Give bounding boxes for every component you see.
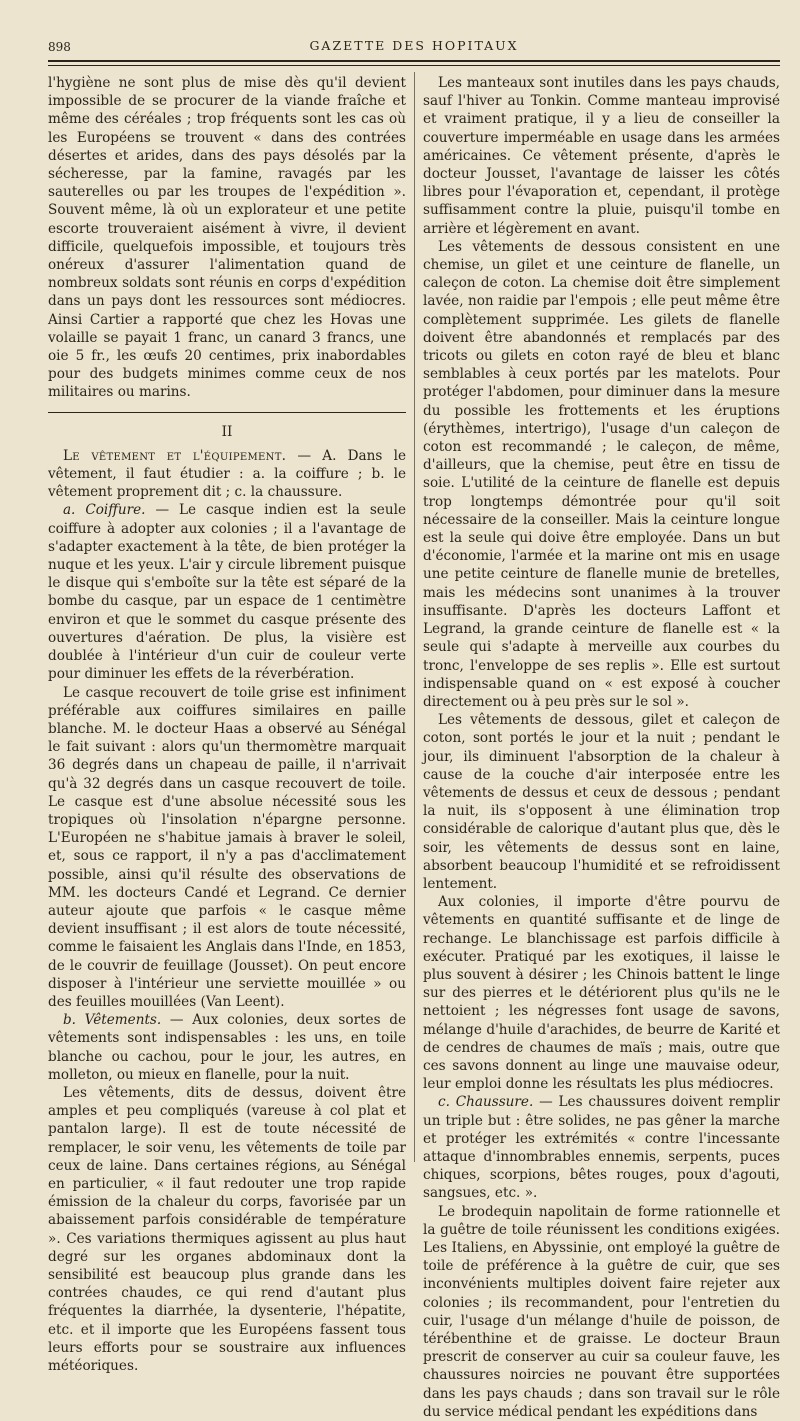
paragraph-vetement-intro [48, 447, 406, 502]
paragraph-jour-nuit: Les vêtements de dessous, gilet et caleçon de coton, sont portés le jour et la nuit ; pendant le jour, ils diminuent l'absorption de la chaleur à cause de la couche d'air interposée entre les vêtements de dessus et ceux de dessous ; pendant la nuit, ils s'opposent à une élimination trop considérable de calorique d'autant plus que, dès le soir, les vêtements de dessus sont en laine, absorbent beaucoup l'humidité et se refroidissent lentement. [423, 712, 780, 892]
page-number: 898 [48, 40, 71, 54]
paragraph-linge: Aux colonies, il importe d'être pourvu de vêtements en quantité suffisante et de linge de rechange. Le blanchissage est parfois difficile à exécuter. Pratiqué par les exotiques, il laisse le plus souvent à désirer ; les Chinois battent le linge sur des pierres et le détériorent plus qu'ils ne le nettoient ; les négresses font usage de savons, mélange d'huile d'arachides, de beurre de Karité et de cendres de chaumes de maïs ; mais, outre que ces savons donnent au linge une mauvaise odeur, leur emploi donne les résultats les plus médiocres. [423, 894, 780, 1093]
paragraph-chaussure [423, 1093, 780, 1202]
column-divider [414, 72, 415, 1162]
header-rule-thin [48, 65, 780, 66]
paragraph-vetements-dessus: Les vêtements, dits de dessus, doivent être amples et peu compliqués (vareuse à col plat et pantalon large). Il est de toute nécessité de remplacer, le soir venu, les vêtements de toile par ceux de laine. Dans certaines régions, au Sénégal en particulier, « il faut redouter une trop rapide émission de la chaleur du corps, favorisée par un abaissement parfois considérable de température ». Ces variations thermiques agissent au plus haut degré sur les organes abdominaux dont la sensibilité est beaucoup plus grande dans les contrées chaudes, ce qui rend d'autant plus fréquentes la diarrhée, la dysenterie, l'hépatite, etc. et il importe que les Européens fassent tous leurs efforts pour se soustraire aux influences météoriques. [48, 1084, 406, 1375]
journal-title: GAZETTE DES HOPITAUX [309, 38, 519, 53]
subheading-vetements: b. Vêtements. [62, 1012, 162, 1029]
paragraph-vetements [48, 1011, 406, 1084]
paragraph-text: — A. Dans le vêtement, il faut étudier : a. la coiffure ; b. le vêtement proprement dit ; c. la chaussure. [48, 447, 406, 501]
section-separator [48, 412, 406, 413]
paragraph-vetements-dessous: Les vêtements de dessous consistent en une chemise, un gilet et une ceinture de flanelle, un caleçon de coton. La chemise doit être simplement lavée, non raidie par l'empois ; elle peut même être complètement supprimée. Les gilets de flanelle doivent être abandonnés et remplacés par des tricots ou gilets en coton rayé de bleu et blanc semblables à ceux portés par les matelots. Pour protéger l'abdomen, pour diminuer dans la mesure du possible les frottements et les éruptions (érythèmes, intertrigo), l'usage d'un caleçon de coton est recommandé ; le caleçon, de même, d'ailleurs, que la chemise, peut être en tissu de soie. L'utilité de la ceinture de flanelle est depuis trop longtemps démontrée pour qu'il soit nécessaire de la conseiller. Mais la ceinture longue est la seule qui doive être employée. Dans un but d'économie, l'armée et la marine ont mis en usage une petite ceinture de flanelle munie de bretelles, mais les médecins sont unanimes à la trouver insuffisante. D'après les docteurs Laffont et Legrand, la grande ceinture de flanelle est « la seule qui s'adapte à merveille aux courbes du tronc, l'enveloppe de ses replis ». Elle est surtout indispensable quand on « est exposé à coucher directement ou à peu près sur le sol ». [423, 238, 780, 710]
subheading-chaussure: c. Chaussure. [437, 1094, 534, 1111]
paragraph-brodequin: Le brodequin napolitain de forme rationnelle et la guêtre de toile réunissent les conditions exigées. Les Italiens, en Abyssinie, ont employé la guêtre de toile de préférence à la guêtre de cuir, que ses inconvénients multiples doivent faire rejeter aux colonies ; ils recommandent, pour l'entretien du cuir, l'usage d'un mélange d'huile de poisson, de térébenthine et de graisse. Le docteur Braun prescrit de conserver au cuir sa couleur fauve, les chaussures noircies ne pouvant être supportées dans les pays chauds ; dans son travail sur le rôle du service médical pendant les expéditions dans [423, 1203, 780, 1420]
section-number: II [221, 423, 233, 440]
paragraph-text: — Le casque indien est la seule coiffure à adopter aux colonies ; il a l'avantage de s'adapter exactement à la tête, de bien protéger la nuque et les yeux. L'air y circule librement puisque le disque qui s'emboîte sur la tête est séparé de la bombe du casque, par un espace de 1 centimètre environ et que le sommet du casque présente des ouvertures d'aération. De plus, la visière est doublée à l'intérieur d'un cuir de couleur verte pour diminuer les effets de la réverbération. [48, 502, 406, 683]
subheading-coiffure: a. Coiffure. [62, 502, 146, 519]
run-in-heading: Le vêtement et l'équipement. [62, 447, 287, 464]
page-header [48, 38, 780, 58]
paragraph-manteaux: Les manteaux sont inutiles dans les pays chauds, sauf l'hiver au Tonkin. Comme manteau improvisé et vraiment pratique, il y a lieu de conseiller la couverture imperméable en usage dans les armées américaines. Ce vêtement présente, d'après le docteur Jousset, l'avantage de laisser les côtés libres pour l'évaporation et, cependant, il protège suffisamment contre la pluie, puisqu'il tombe en arrière et légèrement en avant. [423, 75, 780, 237]
paragraph-coiffure [48, 501, 406, 683]
left-column [48, 74, 406, 1375]
paragraph-hygiene: l'hygiène ne sont plus de mise dès qu'il devient impossible de se procurer de la viande fraîche et même des céréales ; trop fréquents sont les cas où les Européens se trouvent « dans des contrées désertes et arides, dans des pays désolés par la sécheresse, par la famine, ravagés par les sauterelles ou par les troupes de l'expédition ». Souvent même, là où un explorateur et une petite escorte trouveraient aisément à vivre, il devient difficile, quelquefois impossible, et toujours très onéreux d'assurer l'alimentation quand de nombreux soldats sont réunis en corps d'expédition dans un pays dont les ressources sont médiocres. Ainsi Cartier a rapporté que chez les Hovas une volaille se payait 1 franc, un canard 3 francs, une oie 5 fr., les œufs 20 centimes, prix inabordables pour des budgets minimes comme ceux de nos militaires ou marins. [48, 75, 406, 401]
paragraph-casque: Le casque recouvert de toile grise est infiniment préférable aux coiffures similaires en paille blanche. M. le docteur Haas a observé au Sénégal le fait suivant : alors qu'un thermomètre marquait 36 degrés dans un chapeau de paille, il n'arrivait qu'à 32 degrés dans un casque recouvert de toile. Le casque est d'une absolue nécessité sous les tropiques où l'insolation n'épargne personne. L'Européen ne s'habitue jamais à braver le soleil, et, sous ce rapport, il n'y a pas d'acclimatement possible, ainsi qu'il résulte des observations de MM. les docteurs Candé et Legrand. Ce dernier auteur ajoute que parfois « le casque même devient insuffisant ; il est alors de toute nécessité, comme le faisaient les Anglais dans l'Inde, en 1853, de le couvrir de feuillage (Jousset). On peut encore disposer à l'intérieur une serviette mouillée » ou des feuilles mouillées (Van Leent). [48, 684, 406, 1010]
header-rule-thick [48, 60, 780, 62]
paragraph-text: — Les chaussures doivent remplir un triple but : être solides, ne pas gêner la marche et protéger les extrémités « contre l'incessante attaque d'innombrables ennemis, serpents, puces chiques, scorpions, bêtes rouges, poux d'agouti, sangsues, etc. ». [423, 1094, 780, 1202]
paragraph-text: — Aux colonies, deux sortes de vêtements sont indispensables : les uns, en toile blanche ou cachou, pour le jour, les autres, en molleton, ou mieux en flanelle, pour la nuit. [48, 1012, 406, 1083]
right-column [423, 74, 780, 1421]
